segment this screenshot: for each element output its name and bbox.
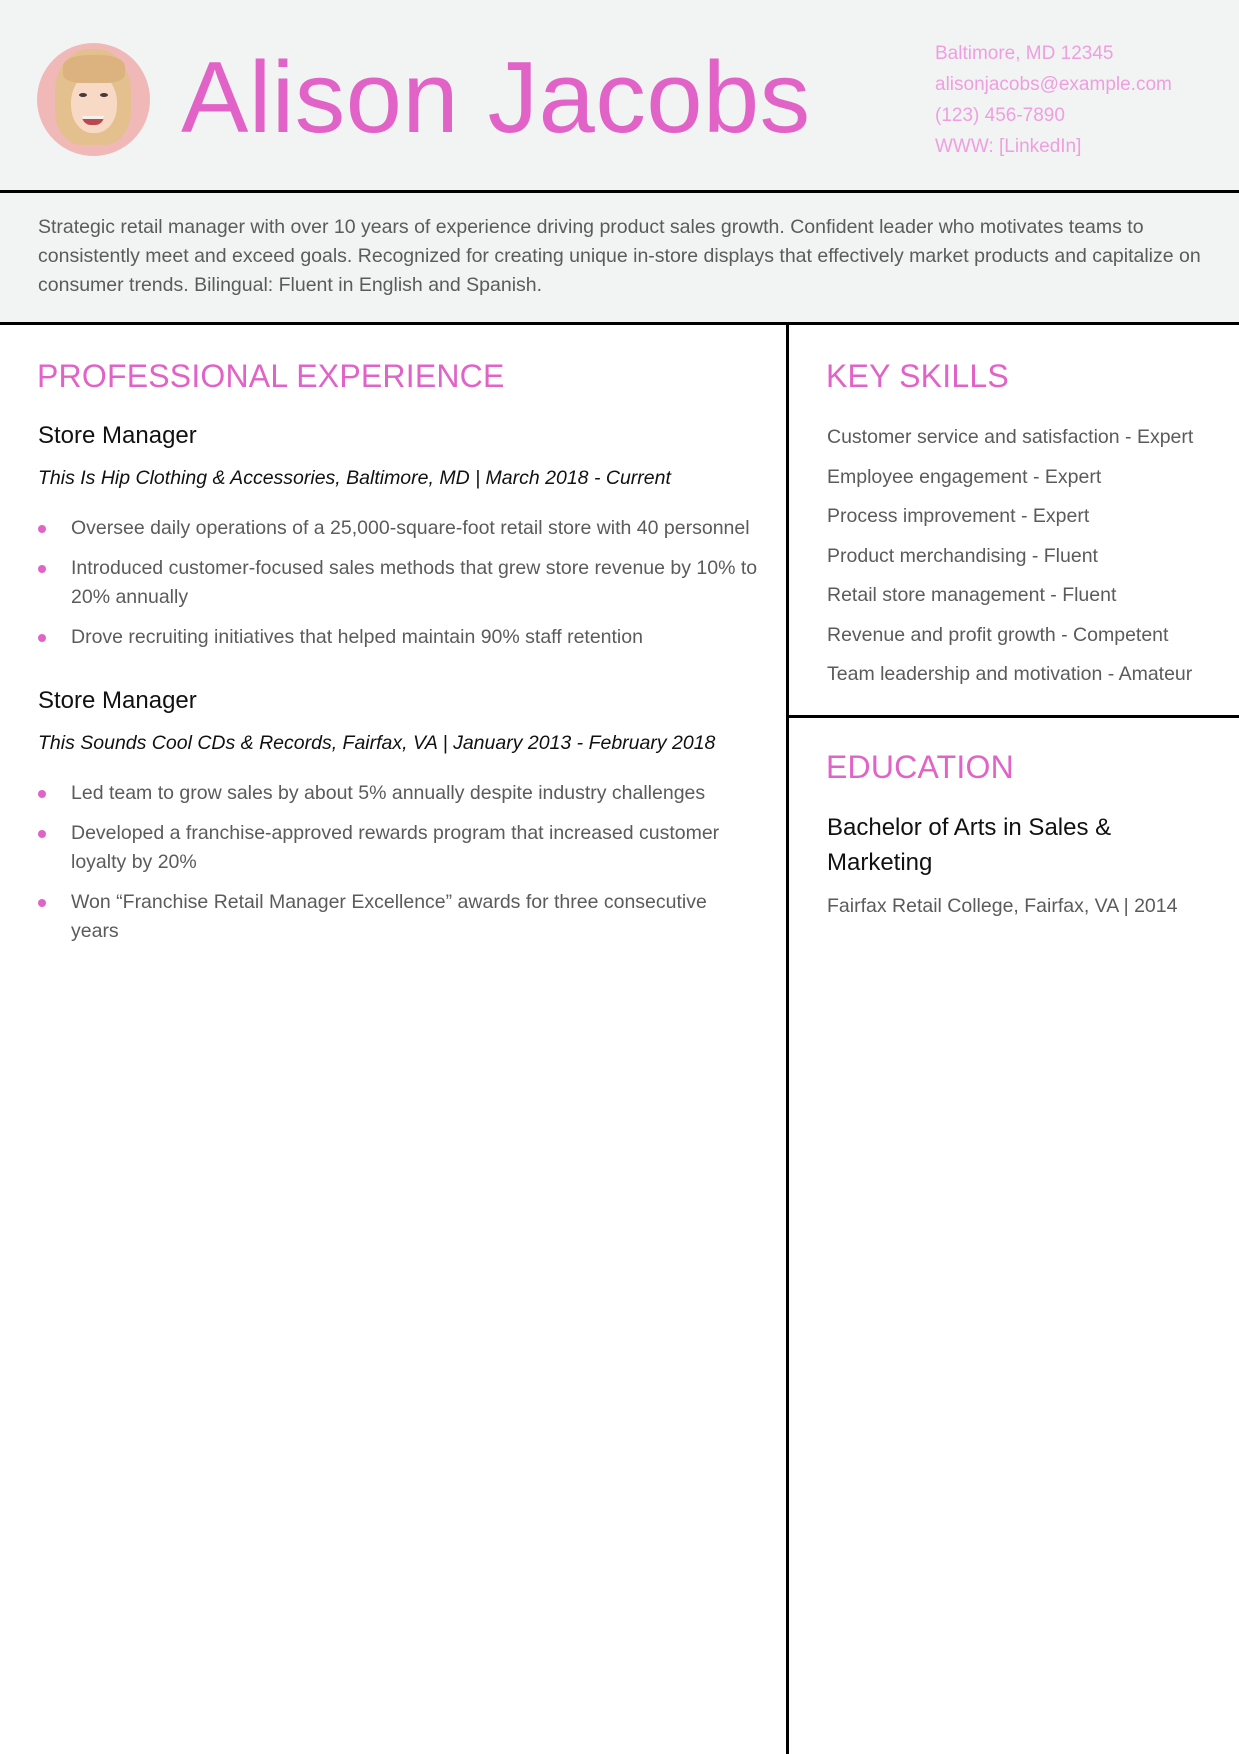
education-heading: EDUCATION	[826, 749, 1014, 785]
bullet-icon	[38, 830, 46, 838]
skill-item: Process improvement - Expert	[827, 505, 1090, 527]
bullet-item: Drove recruiting initiatives that helped maintain 90% staff retention	[38, 623, 758, 652]
job-title: Store Manager	[38, 422, 197, 449]
school-info: Fairfax Retail College, Fairfax, VA | 2014	[827, 895, 1178, 917]
bullet-item: Oversee daily operations of a 25,000-square-foot retail store with 40 personnel	[38, 514, 758, 543]
summary-text: Strategic retail manager with over 10 years of experience driving product sales growth. Confident leader who motivates teams to consistently meet and exceed goals. Recognized for creating unique in-store displays that effectively market products and capitalize on consumer trends. Bilingual: Fluent in English and Spanish.	[38, 216, 1201, 296]
skills-list	[827, 418, 1193, 695]
summary-section	[0, 193, 1239, 322]
bullet-item: Led team to grow sales by about 5% annually despite industry challenges	[38, 779, 758, 808]
column-divider	[786, 324, 789, 1754]
job-bullets	[38, 514, 758, 663]
avatar-bangs	[63, 55, 125, 83]
skill-item: Customer service and satisfaction - Expert	[827, 426, 1194, 448]
bullet-item: Won “Franchise Retail Manager Excellence” awards for three consecutive years	[38, 888, 758, 946]
job-title: Store Manager	[38, 687, 197, 714]
bullet-icon	[38, 565, 46, 573]
skill-item: Team leadership and motivation - Amateur	[827, 663, 1193, 685]
resume-header	[0, 0, 1239, 191]
skill-item: Employee engagement - Expert	[827, 465, 1102, 488]
skill-item: Retail store management - Fluent	[827, 584, 1117, 606]
bullet-item: Developed a franchise-approved rewards program that increased customer loyalty by 20%	[38, 819, 758, 877]
skill-item: Product merchandising - Fluent	[827, 544, 1098, 567]
skills-heading: KEY SKILLS	[826, 358, 1009, 394]
degree-title: Bachelor of Arts in Sales & Marketing	[827, 814, 1112, 876]
bullet-icon	[38, 525, 46, 533]
experience-heading: PROFESSIONAL EXPERIENCE	[37, 358, 505, 394]
avatar-eye	[100, 93, 108, 97]
avatar-eye	[79, 93, 87, 97]
skills-education-divider	[788, 715, 1239, 718]
contact-email[interactable]: alisonjacobs@example.com	[935, 74, 1172, 95]
candidate-name: Alison Jacobs	[181, 42, 811, 154]
contact-phone: (123) 456-7890	[935, 105, 1065, 126]
skill-item: Revenue and profit growth - Competent	[827, 623, 1169, 646]
contact-website[interactable]: WWW: [LinkedIn]	[935, 136, 1082, 157]
bullet-icon	[38, 634, 46, 642]
bullet-item: Introduced customer-focused sales methods that grew store revenue by 10% to 20% annually	[38, 554, 758, 612]
avatar	[37, 43, 150, 156]
job-bullets	[38, 779, 758, 957]
contact-info	[935, 38, 1172, 162]
contact-location: Baltimore, MD 12345	[935, 43, 1114, 64]
bullet-icon	[38, 899, 46, 907]
summary-divider	[0, 322, 1239, 325]
bullet-icon	[38, 790, 46, 798]
job-meta: This Is Hip Clothing & Accessories, Baltimore, MD | March 2018 - Current	[38, 467, 671, 489]
job-meta: This Sounds Cool CDs & Records, Fairfax, VA | January 2013 - February 2018	[38, 732, 716, 754]
